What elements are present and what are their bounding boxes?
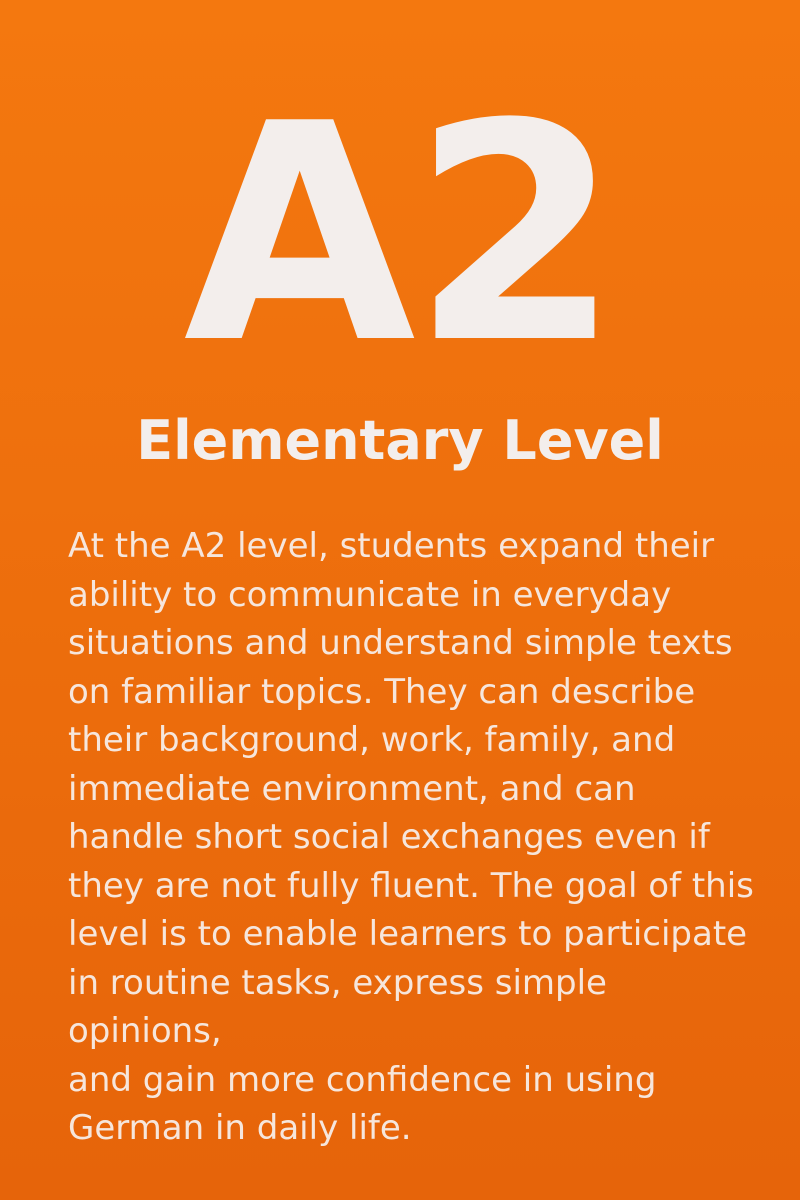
description-line: handle short social exchanges even if (68, 817, 710, 857)
description-line: in routine tasks, express simple opinions, (68, 962, 607, 1051)
description-line: their background, work, family, and (68, 720, 676, 760)
description-line: on familiar topics. They can describe (68, 671, 696, 712)
description-line: At the A2 level, students expand their (68, 526, 715, 566)
description-line: they are not fully fluent. The goal of this (68, 865, 754, 906)
level-code: A2 (183, 60, 617, 409)
description-line: immediate environment, and can (68, 768, 636, 809)
description-line: German in daily life. (68, 1108, 412, 1148)
description-line: ability to communicate in everyday (68, 574, 672, 615)
description-line: situations and understand simple texts (68, 623, 733, 663)
description-line: and gain more confidence in using (68, 1059, 657, 1100)
level-description (68, 522, 768, 1153)
description-line: level is to enable learners to participate (68, 914, 748, 954)
level-title: Elementary Level (136, 409, 664, 472)
